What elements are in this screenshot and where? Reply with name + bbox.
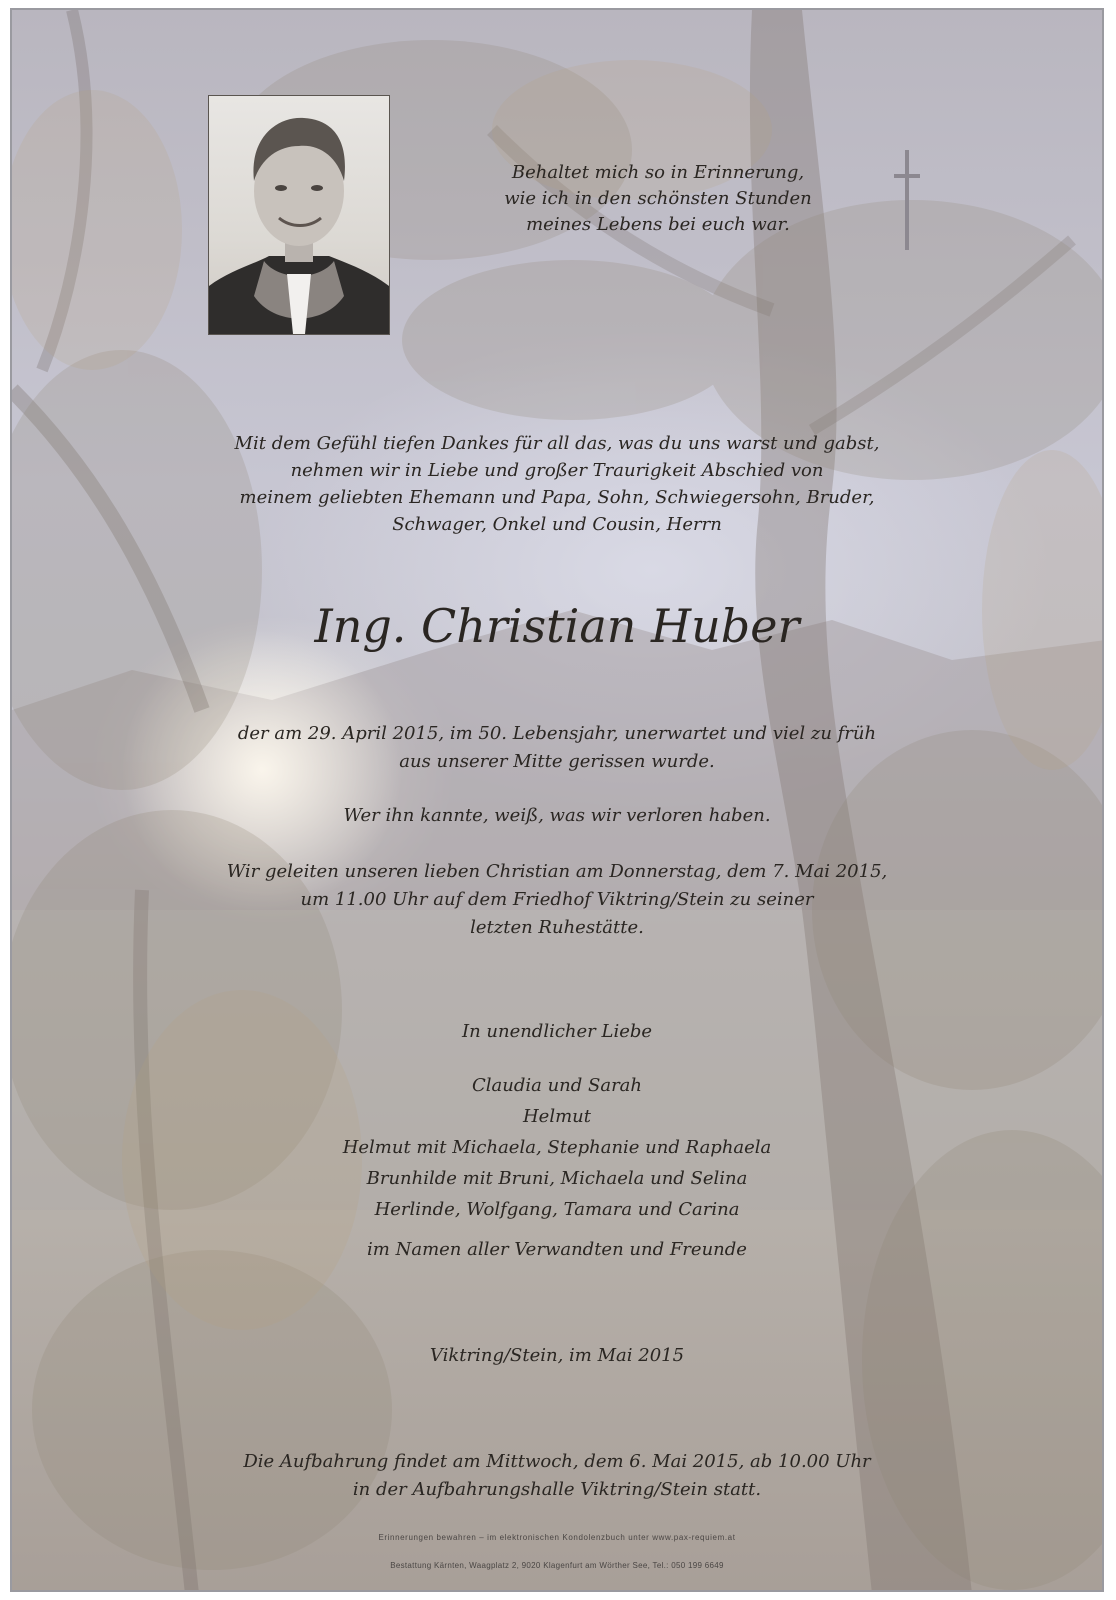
footer-line-1: Erinnerungen bewahren – im elektronischen Kondolenzbuch unter www.pax-requiem.at — [378, 1533, 736, 1542]
deceased-name: Ing. Christian Huber — [314, 599, 800, 653]
mourner-line: Helmut mit Michaela, Stephanie und Raphaela — [342, 1137, 772, 1158]
mourner-line: Claudia und Sarah — [471, 1075, 642, 1096]
obituary-card — [10, 8, 1104, 1592]
relatives-text: im Namen aller Verwandten und Freunde — [367, 1239, 747, 1260]
mourner-line: Helmut — [522, 1106, 591, 1127]
laying-out-text: Die Aufbahrung findet am Mittwoch, dem 6. Mai 2015, ab 10.00 Uhr in der Aufbahrungshalle Viktring/Stein statt. — [243, 1451, 871, 1500]
funeral-text: Wir geleiten unseren lieben Christian am Donnerstag, dem 7. Mai 2015, um 11.00 Uhr auf dem Friedhof Viktring/Stein zu seiner letzten Ruhestätte. — [226, 861, 888, 938]
loss-text: Wer ihn kannte, weiß, was wir verloren haben. — [343, 805, 771, 826]
love-text: In unendlicher Liebe — [461, 1021, 653, 1042]
footer-line-2: Bestattung Kärnten, Waagplatz 2, 9020 Klagenfurt am Wörther See, Tel.: 050 199 6649 — [390, 1561, 724, 1570]
place-date: Viktring/Stein, im Mai 2015 — [429, 1345, 685, 1366]
memorial-quote: Behaltet mich so in Erinnerung, wie ich in den schönsten Stunden meines Lebens bei euch war. — [504, 162, 812, 235]
mourner-line: Herlinde, Wolfgang, Tamara und Carina — [374, 1199, 740, 1220]
intro-text: Mit dem Gefühl tiefen Dankes für all das, was du uns warst und gabst, nehmen wir in Liebe und großer Traurigkeit Abschied von meinem geliebten Ehemann und Papa, Sohn, Schwiegersohn, Bruder, Schwager, Onkel und Cousin, Herrn — [234, 433, 880, 535]
mourner-line: Brunhilde mit Bruni, Michaela und Selina — [366, 1168, 748, 1189]
death-text: der am 29. April 2015, im 50. Lebensjahr, unerwartet und viel zu früh aus unserer Mitte gerissen wurde. — [237, 723, 877, 772]
